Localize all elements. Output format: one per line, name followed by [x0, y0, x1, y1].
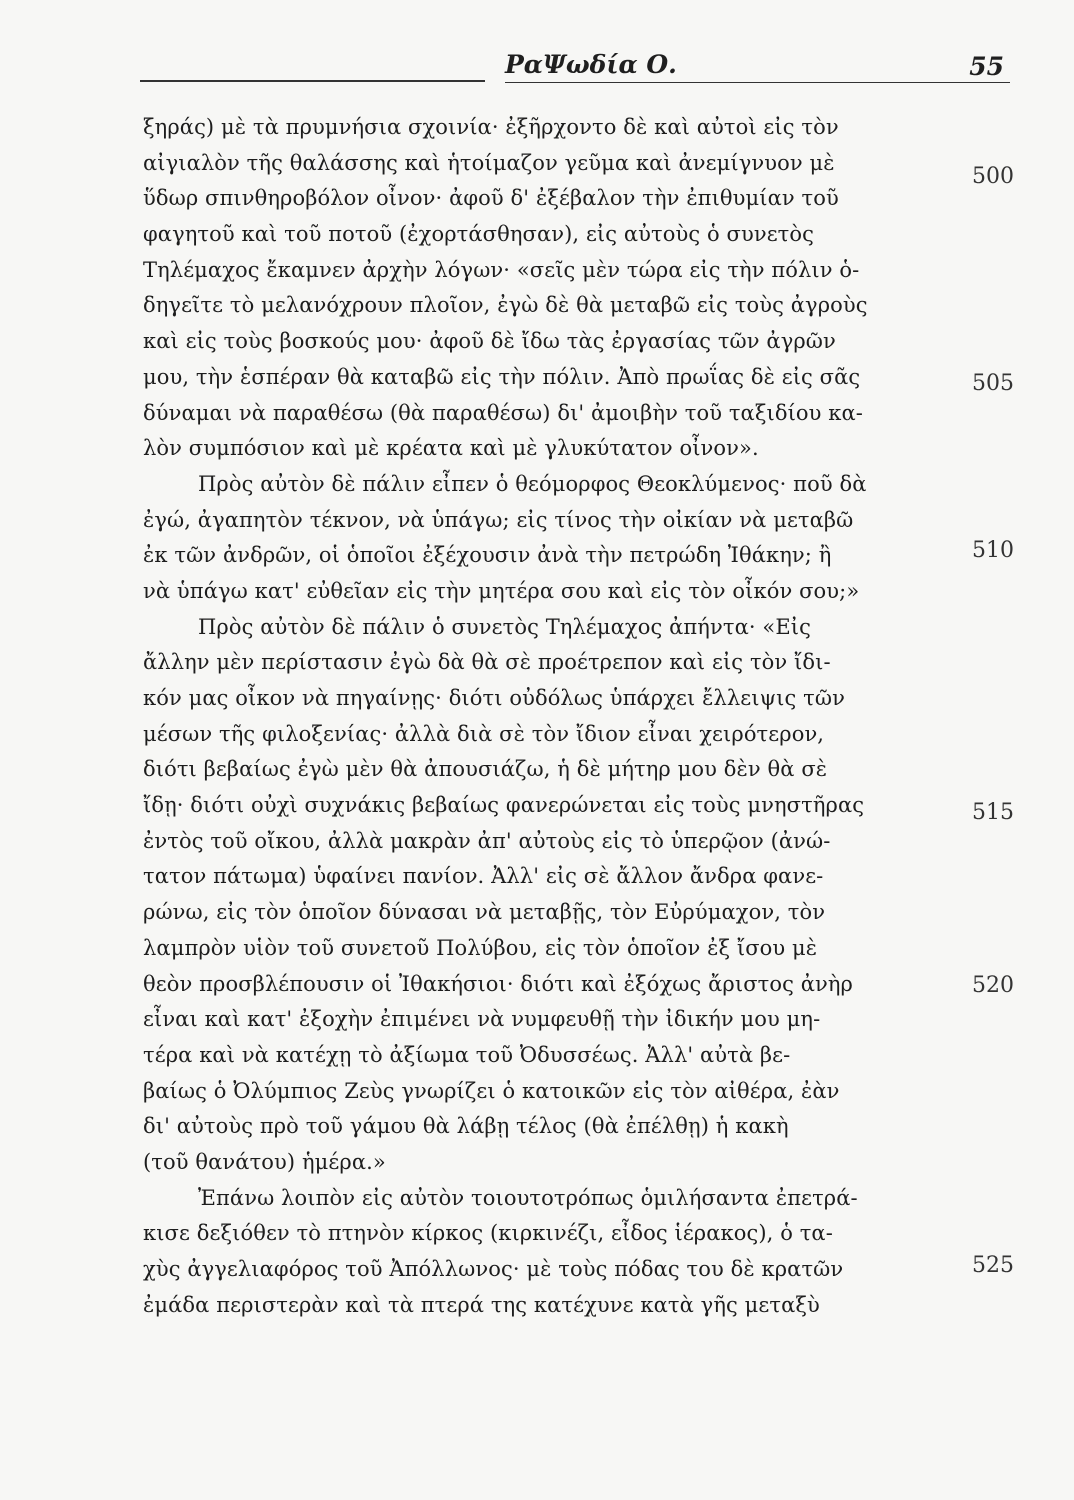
- text-line: Ἐπάνω λοιπὸν εἰς αὐτὸν τοιουτοτρόπως ὁμιλήσαντα ἐπετρά-: [198, 1185, 858, 1210]
- header-rule-right: [505, 82, 1010, 83]
- text-line: Τηλέμαχος ἔκαμνεν ἀρχὴν λόγων· «σεῖς μὲν τώρα εἰς τὴν πόλιν ὁ-: [143, 257, 860, 282]
- text-line: μου, τὴν ἑσπέραν θὰ καταβῶ εἰς τὴν πόλιν. Ἀπὸ πρωΐας δὲ εἰς σᾶς: [143, 364, 861, 389]
- text-line: ἄλλην μὲν περίστασιν ἐγὼ δὰ θὰ σὲ προέτρεπον καὶ εἰς τὸν ἴδι-: [143, 650, 831, 675]
- line-number: 510: [972, 538, 1014, 563]
- text-line: ἐμάδα περιστερὰν καὶ τὰ πτερά της κατέχυνε κατὰ γῆς μεταξὺ: [143, 1292, 820, 1317]
- line-number: 500: [972, 164, 1014, 189]
- page-number: 55: [969, 52, 1004, 81]
- text-line: (τοῦ θανάτου) ἡμέρα.»: [143, 1149, 386, 1174]
- header-rule-left: [140, 80, 485, 82]
- text-line: ἴδῃ· διότι οὐχὶ συχνάκις βεβαίως φανερώνεται εἰς τοὺς μνηστῆρας: [143, 793, 865, 818]
- body-text: [143, 110, 938, 1323]
- text-line: αἰγιαλὸν τῆς θαλάσσης καὶ ἡτοίμαζον γεῦμα καὶ ἀνεμίγνυον μὲ: [143, 150, 835, 175]
- running-head: ΡαΨωδία Ο.: [505, 50, 677, 79]
- text-line: δύναμαι νὰ παραθέσω (θὰ παραθέσω) δι' ἀμοιβὴν τοῦ ταξιδίου κα-: [143, 400, 863, 425]
- text-line: δηγεῖτε τὸ μελανόχρουν πλοῖον, ἐγὼ δὲ θὰ μεταβῶ εἰς τοὺς ἀγροὺς: [143, 293, 868, 318]
- text-line: λὸν συμπόσιον καὶ μὲ κρέατα καὶ μὲ γλυκύτατον οἶνον».: [143, 436, 759, 461]
- text-line: κισε δεξιόθεν τὸ πτηνὸν κίρκος (κιρκινέζι, εἶδος ἱέρακος), ὁ τα-: [143, 1221, 833, 1246]
- text-line: εἶναι καὶ κατ' ἐξοχὴν ἐπιμένει νὰ νυμφευθῇ τὴν ἰδικήν μου μη-: [143, 1007, 821, 1032]
- text-line: τέρα καὶ νὰ κατέχῃ τὸ ἀξίωμα τοῦ Ὀδυσσέως. Ἀλλ' αὐτὰ βε-: [143, 1042, 791, 1067]
- text-line: λαμπρὸν υἱὸν τοῦ συνετοῦ Πολύβου, εἰς τὸν ὁποῖον ἐξ ἴσου μὲ: [143, 935, 818, 960]
- line-number: 515: [972, 800, 1014, 825]
- text-line: ξηράς) μὲ τὰ πρυμνήσια σχοινία· ἐξῆρχοντο δὲ καὶ αὐτοὶ εἰς τὸν: [143, 115, 839, 139]
- text-line: τατον πάτωμα) ὑφαίνει πανίον. Ἀλλ' εἰς σὲ ἄλλον ἄνδρα φανε-: [143, 864, 824, 889]
- text-line: νὰ ὑπάγω κατ' εὐθεῖαν εἰς τὴν μητέρα σου καὶ εἰς τὸν οἶκόν σου;»: [143, 578, 860, 603]
- text-line: δι' αὐτοὺς πρὸ τοῦ γάμου θὰ λάβῃ τέλος (θὰ ἐπέλθῃ) ἡ κακὴ: [143, 1114, 789, 1139]
- text-line: διότι βεβαίως ἐγὼ μὲν θὰ ἀπουσιάζω, ἡ δὲ μήτηρ μου δὲν θὰ σὲ: [143, 757, 828, 782]
- text-line: θεὸν προσβλέπουσιν οἱ Ἰθακήσιοι· διότι καὶ ἐξόχως ἄριστος ἀνὴρ: [143, 971, 853, 996]
- text-line: κόν μας οἶκον νὰ πηγαίνῃς· διότι οὐδόλως ὑπάρχει ἔλλειψις τῶν: [143, 686, 845, 710]
- text-line: βαίως ὁ Ὀλύμπιος Ζεὺς γνωρίζει ὁ κατοικῶν εἰς τὸν αἰθέρα, ἐὰν: [143, 1078, 840, 1103]
- text-line: χὺς ἀγγελιαφόρος τοῦ Ἀπόλλωνος· μὲ τοὺς πόδας του δὲ κρατῶν: [143, 1257, 844, 1281]
- text-line: Πρὸς αὐτὸν δὲ πάλιν εἶπεν ὁ θεόμορφος Θεοκλύμενος· ποῦ δὰ: [198, 471, 867, 496]
- line-number: 505: [972, 371, 1014, 396]
- text-line: ἐκ τῶν ἀνδρῶν, οἱ ὁποῖοι ἐξέχουσιν ἀνὰ τὴν πετρώδη Ἰθάκην; ἢ: [143, 543, 832, 568]
- line-number: 525: [972, 1253, 1014, 1278]
- text-line: ἐγώ, ἀγαπητὸν τέκνον, νὰ ὑπάγω; εἰς τίνος τὴν οἰκίαν νὰ μεταβῶ: [143, 507, 854, 532]
- text-line: Πρὸς αὐτὸν δὲ πάλιν ὁ συνετὸς Τηλέμαχος ἀπήντα· «Εἰς: [198, 614, 811, 639]
- text-line: ὕδωρ σπινθηροβόλον οἶνον· ἀφοῦ δ' ἐξέβαλον τὴν ἐπιθυμίαν τοῦ: [143, 186, 839, 211]
- line-number: 520: [972, 973, 1014, 998]
- text-line: ἐντὸς τοῦ οἴκου, ἀλλὰ μακρὰν ἀπ' αὐτοὺς εἰς τὸ ὑπερῷον (ἀνώ-: [143, 828, 831, 853]
- text-line: καὶ εἰς τοὺς βοσκούς μου· ἀφοῦ δὲ ἴδω τὰς ἐργασίας τῶν ἀγρῶν: [143, 329, 836, 354]
- text-line: μέσων τῆς φιλοξενίας· ἀλλὰ διὰ σὲ τὸν ἴδιον εἶναι χειρότερον,: [143, 721, 825, 746]
- text-line: ρώνω, εἰς τὸν ὁποῖον δύνασαι νὰ μεταβῇς, τὸν Εὐρύμαχον, τὸν: [143, 900, 826, 925]
- text-line: φαγητοῦ καὶ τοῦ ποτοῦ (ἐχορτάσθησαν), εἰς αὐτοὺς ὁ συνετὸς: [143, 222, 814, 247]
